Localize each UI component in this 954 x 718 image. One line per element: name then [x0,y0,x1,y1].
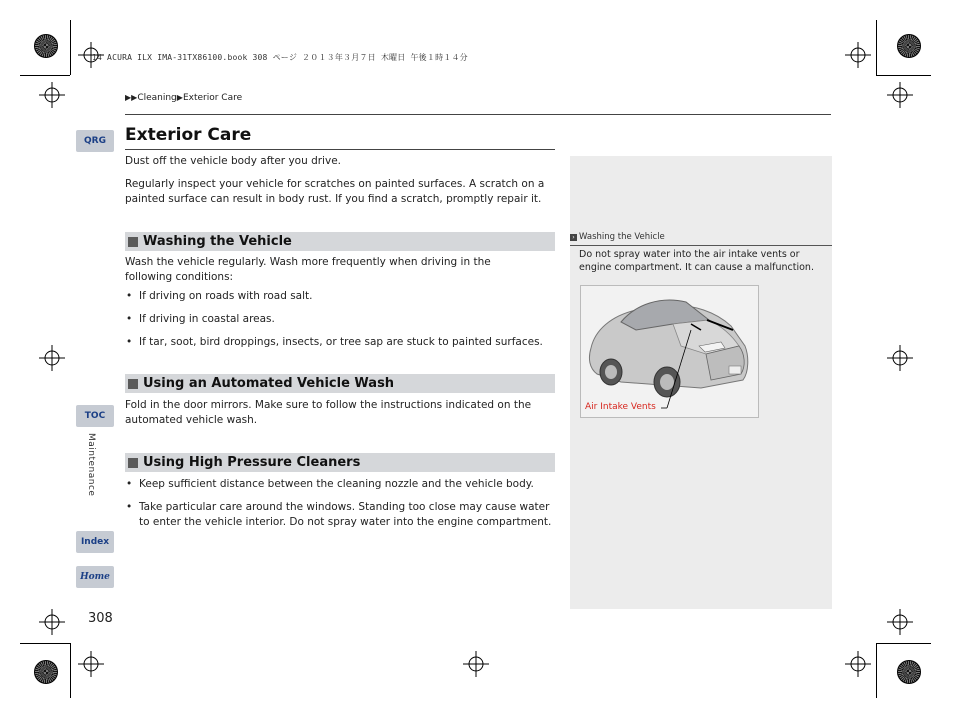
toc-button[interactable]: TOC [76,405,114,427]
automated-wash-heading-text: Using an Automated Vehicle Wash [143,376,395,391]
home-button[interactable]: Home [76,566,114,588]
pressure-bullet: • Take particular care around the windows. Standing too close may cause water to enter the vehicle interior. Do not spray water into the engine compartment. [125,500,555,530]
title-divider [125,149,555,150]
breadcrumb-exterior-care[interactable]: Exterior Care [182,93,243,103]
breadcrumb-separator-icon: ▶ [176,93,183,102]
breadcrumb-arrows-icon: ▶▶ [125,93,138,102]
qrg-button[interactable]: QRG [76,130,114,152]
note-heading [570,232,665,242]
breadcrumb-cleaning-link[interactable]: Cleaning [137,93,177,103]
breadcrumb [125,93,242,103]
washing-heading [125,232,555,251]
washing-bullet: • If tar, soot, bird droppings, insects, or tree sap are stuck to painted surfaces. [125,335,555,350]
page-number: 308 [88,611,113,626]
note-title[interactable]: Washing the Vehicle [579,232,665,242]
section-tab-maintenance: Maintenance [86,433,96,497]
washing-heading-text: Washing the Vehicle [143,234,292,249]
automated-wash-paragraph: Fold in the door mirrors. Make sure to follow the instructions indicated on the automated vehicle wash. [125,399,532,426]
heading-square-icon [128,379,138,389]
header-divider [125,114,831,115]
intro-paragraph-2: Regularly inspect your vehicle for scratches on painted surfaces. A scratch on a painted surface can result in body rust. If you find a scratch, promptly repair it. [125,178,545,205]
note-text: Do not spray water into the air intake vents or engine compartment. It can cause a malfunction. [579,249,814,273]
heading-square-icon [128,458,138,468]
air-intake-vents-label: Air Intake Vents [585,402,656,412]
heading-square-icon [128,237,138,247]
car-illustration [580,285,759,418]
washing-bullet: • If driving in coastal areas. [125,312,555,327]
pressure-cleaners-heading [125,453,555,472]
pressure-cleaners-heading-text: Using High Pressure Cleaners [143,455,361,470]
reference-arrow-icon: › [570,234,577,241]
car-front-icon [581,286,758,417]
intro-paragraph-1: Dust off the vehicle body after you drive. [125,155,341,167]
note-divider [570,245,832,246]
washing-paragraph: Wash the vehicle regularly. Wash more frequently when driving in the following conditions: [125,256,491,283]
index-button[interactable]: Index [76,531,114,553]
print-header: 14 ACURA ILX IMA-31TX86100.book 308 ページ ２０１３年３月７日 木曜日 午後１時１４分 [92,53,468,62]
page-title: Exterior Care [125,125,252,145]
washing-bullet: • If driving on roads with road salt. [125,289,555,304]
automated-wash-heading [125,374,555,393]
pressure-bullet: • Keep sufficient distance between the cleaning nozzle and the vehicle body. [125,477,555,492]
